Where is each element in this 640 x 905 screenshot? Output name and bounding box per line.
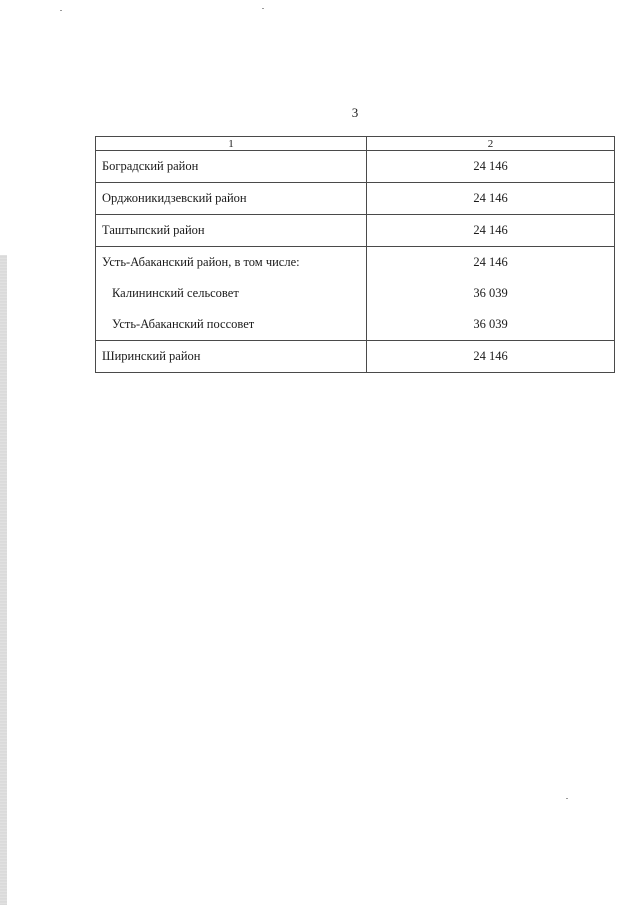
- district-name: Таштыпский район: [96, 215, 367, 247]
- district-value: 24 146: [367, 215, 615, 247]
- page-number: 3: [351, 105, 359, 120]
- scan-speck: [262, 8, 264, 9]
- district-name: Усть-Абаканский район, в том числе:: [96, 247, 367, 279]
- scan-speck: [566, 798, 568, 799]
- column-header: 2: [367, 137, 615, 151]
- table-row-sub: [96, 309, 615, 341]
- table-row: [96, 183, 615, 215]
- table-row: [96, 215, 615, 247]
- data-table: [95, 136, 615, 373]
- district-value: 24 146: [367, 247, 615, 279]
- column-header: 1: [96, 137, 367, 151]
- settlement-value: 36 039: [367, 278, 615, 309]
- table-row: [96, 151, 615, 183]
- settlement-name: Усть-Абаканский поссовет: [96, 309, 367, 341]
- district-value: 24 146: [367, 151, 615, 183]
- district-value: 24 146: [367, 183, 615, 215]
- district-name: Орджоникидзевский район: [96, 183, 367, 215]
- settlement-name: Калининский сельсовет: [96, 278, 367, 309]
- table-row: [96, 341, 615, 373]
- settlement-value: 36 039: [367, 309, 615, 341]
- scan-speck: [60, 10, 62, 11]
- table-header-row: [96, 137, 615, 151]
- district-value: 24 146: [367, 341, 615, 373]
- table-row: [96, 247, 615, 279]
- district-name: Боградский район: [96, 151, 367, 183]
- table-row-sub: [96, 278, 615, 309]
- district-name: Ширинский район: [96, 341, 367, 373]
- scan-edge-artifact: [0, 255, 7, 905]
